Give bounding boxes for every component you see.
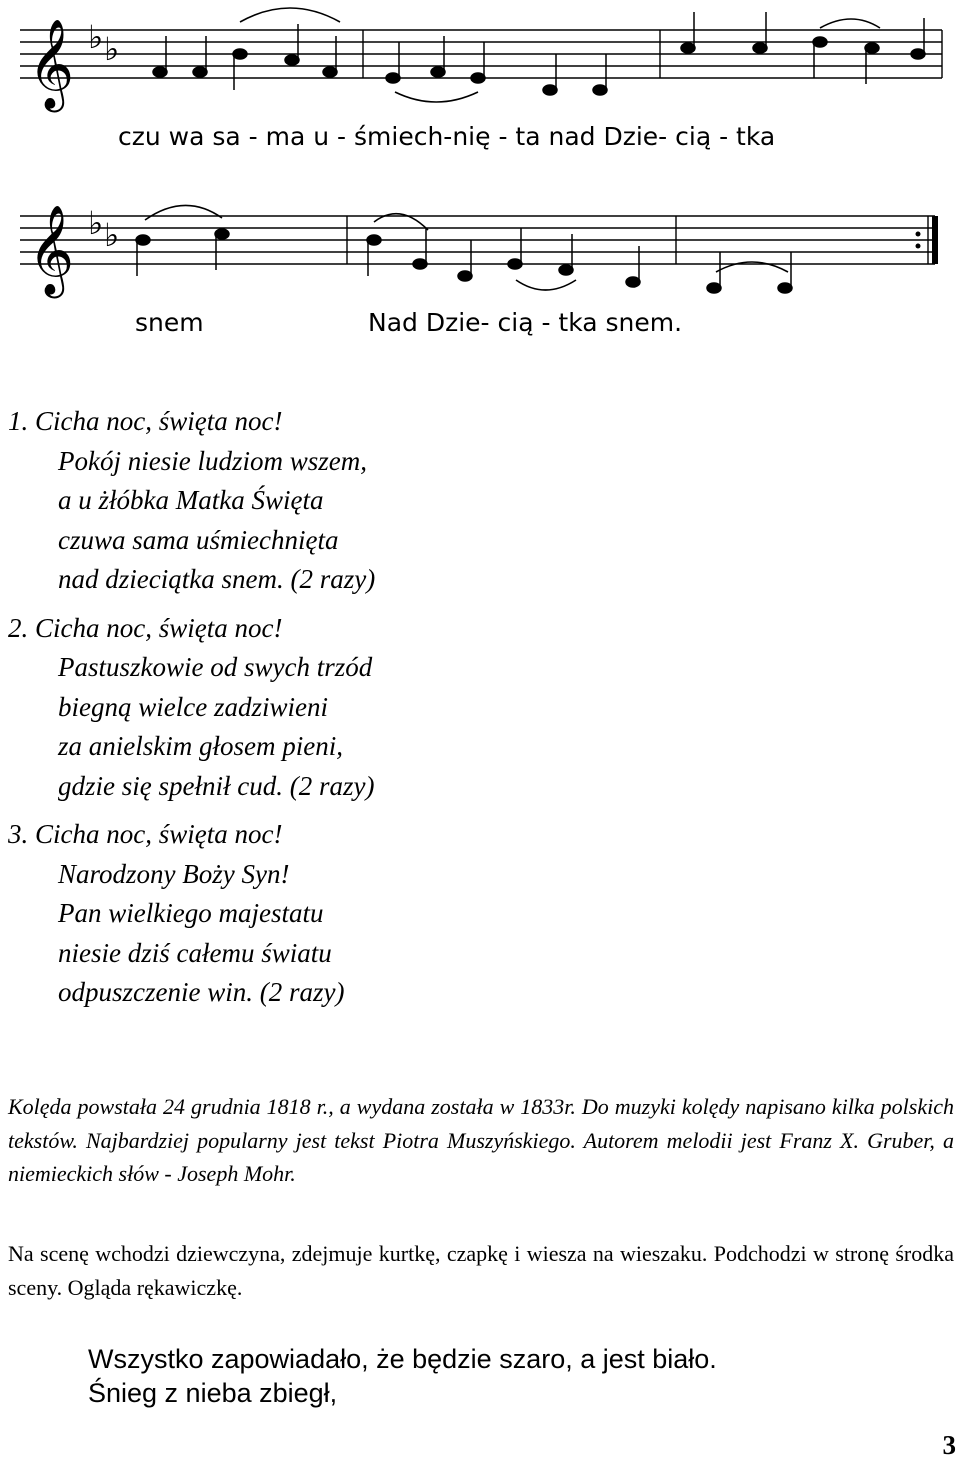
verse-line: gdzie się spełnił cud. (2 razy)	[58, 770, 375, 801]
verse-line: biegną wielce zadziwieni	[58, 691, 328, 722]
verse-line: Pan wielkiego majestatu	[58, 898, 324, 928]
staff-1-lyrics: czu wa sa - ma u - śmiech-nię - ta nad Dzie- cią - tka	[118, 122, 776, 151]
stage-direction: Na scenę wchodzi dziewczyna, zdejmuje kurtkę, czapkę i wiesza na wieszaku. Podchodzi w stronę środka sceny. Ogląda rękawiczkę.	[8, 1241, 954, 1300]
verse-line: niesie dziś całemu światu	[58, 937, 332, 968]
verse-line: Pastuszkowie od swych trzód	[58, 652, 373, 682]
verse-number: 3.	[8, 819, 29, 849]
verse-text: Cicha noc, święta noc!	[35, 612, 283, 643]
song-verses	[8, 402, 375, 1022]
verse-line	[8, 402, 375, 442]
verse-line: a u żłóbka Matka Święta	[58, 485, 324, 515]
history-note: Kolęda powstała 24 grudnia 1818 r., a wydana została w 1833r. Do muzyki kolędy napisano kilka polskich tekstów. Najbardziej popularny jest tekst Piotra Muszyńskiego. Autorem melodii jest Franz X. Gruber, a niemieckich słów - Joseph Mohr.	[8, 1094, 954, 1186]
verse-text: Cicha noc, święta noc!	[35, 406, 283, 436]
page-number: 3	[942, 1430, 956, 1460]
verse-1	[8, 402, 375, 600]
verse-line: za anielskim głosem pieni,	[58, 731, 343, 761]
treble-clef-icon: 𝄞	[28, 19, 75, 109]
svg-text:♭: ♭	[104, 30, 120, 68]
staff-2-lyrics-b: Nad Dzie- cią - tka snem.	[368, 308, 683, 337]
speech-block	[88, 1342, 717, 1410]
flat-icon: ♭	[88, 18, 104, 56]
svg-text:♭: ♭	[104, 216, 120, 254]
verse-number: 2.	[8, 612, 29, 643]
music-staff-2	[0, 180, 960, 300]
treble-clef-icon: 𝄞	[28, 205, 75, 295]
staff-2-lyrics-a: snem	[135, 308, 204, 337]
verse-line: nad dzieciątka snem. (2 razy)	[58, 564, 376, 594]
verse-line: Pokój niesie ludziom wszem,	[58, 445, 367, 476]
verse-2	[8, 609, 375, 807]
verse-line: Narodzony Boży Syn!	[58, 858, 290, 889]
verse-line	[8, 815, 375, 855]
verse-number: 1.	[8, 406, 29, 436]
music-staff-1	[0, 0, 960, 120]
speech-line: Wszystko zapowiadało, że będzie szaro, a jest biało.	[88, 1344, 717, 1374]
speech-line: Śnieg z nieba zbiegł,	[88, 1378, 338, 1408]
verse-line	[8, 609, 375, 649]
flat-icon: ♭	[88, 204, 104, 242]
verse-3	[8, 815, 375, 1013]
verse-line: czuwa sama uśmiechnięta	[58, 524, 339, 555]
verse-line: odpuszczenie win. (2 razy)	[58, 977, 345, 1007]
verse-text: Cicha noc, święta noc!	[35, 819, 283, 849]
